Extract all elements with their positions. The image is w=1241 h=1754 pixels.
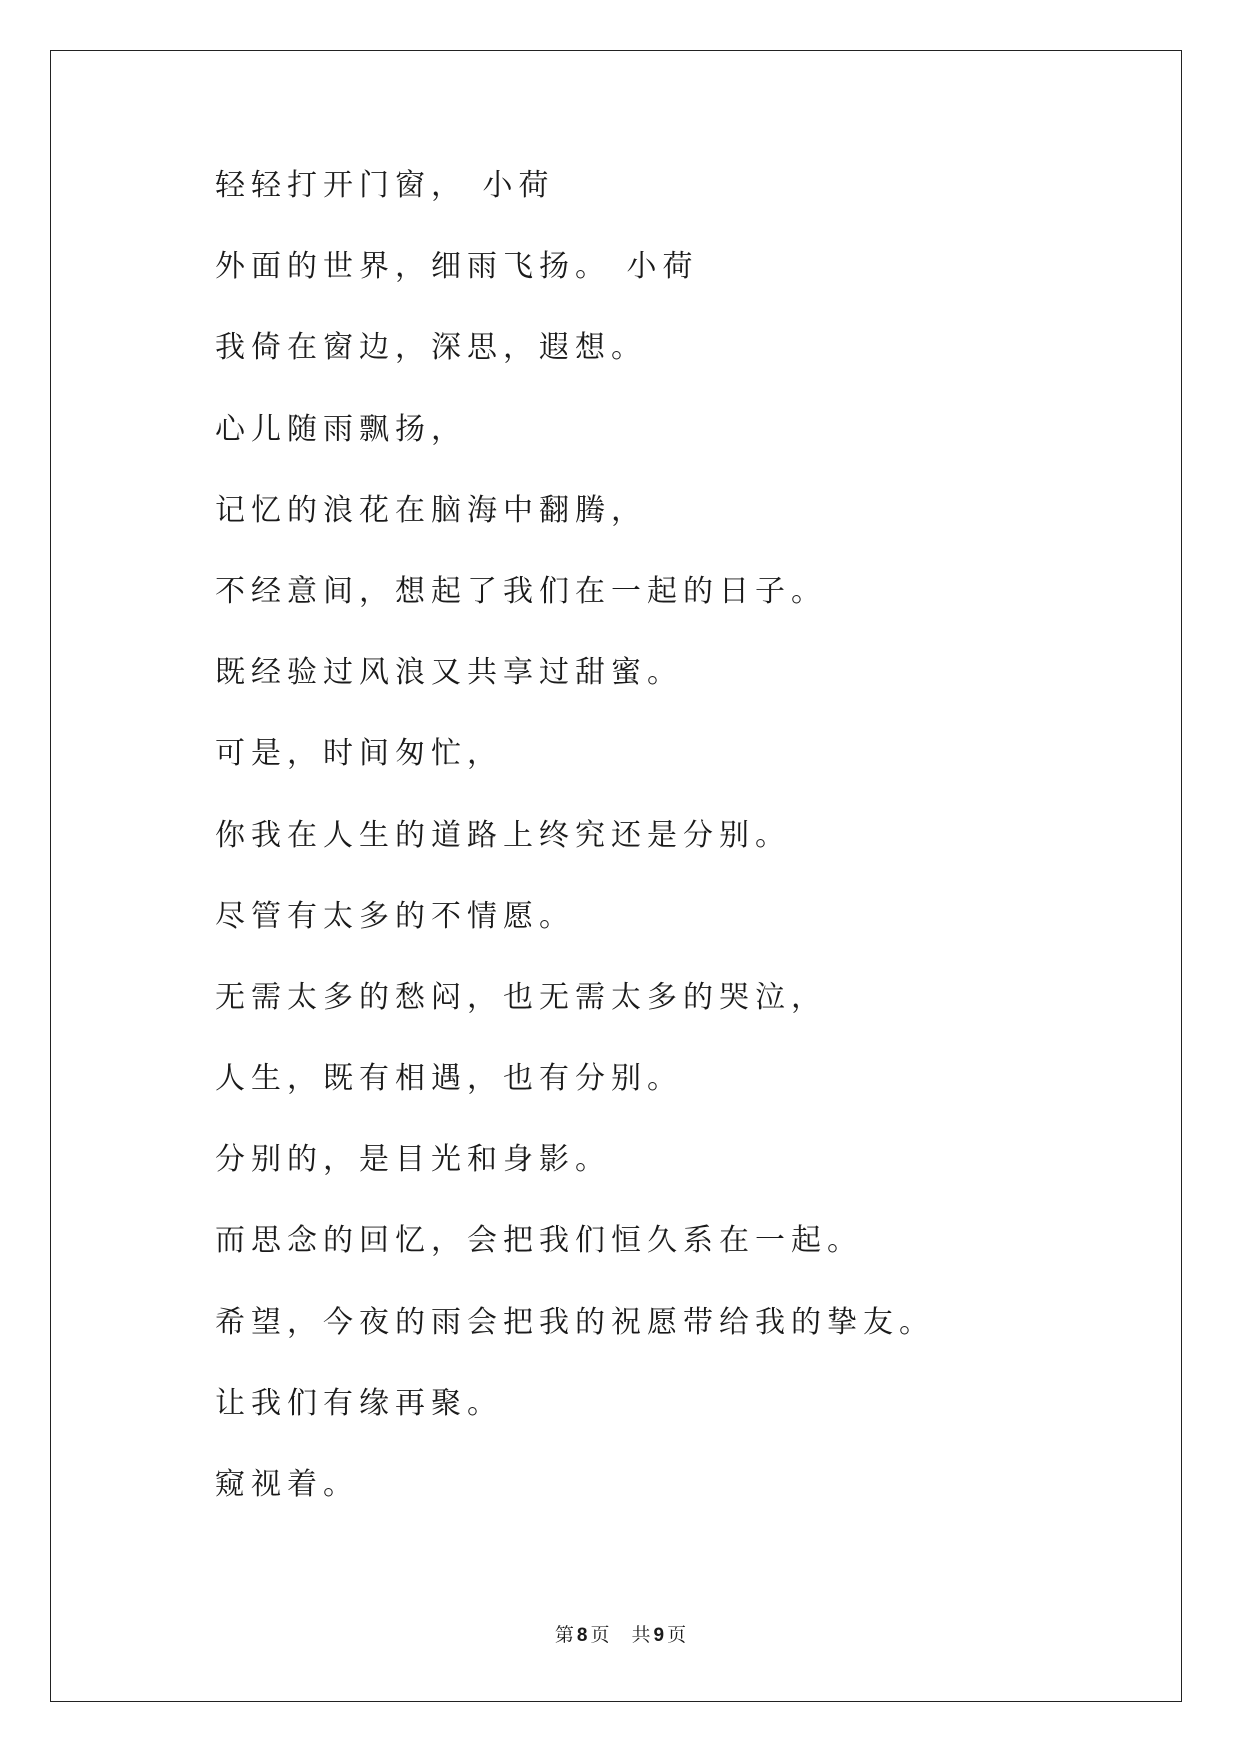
page-total-prefix: 共 <box>631 1624 651 1646</box>
poem-line: 而思念的回忆，会把我们恒久系在一起。 <box>215 1223 863 1259</box>
poem-line: 心儿随雨飘扬， <box>215 411 467 447</box>
poem-line: 分别的，是目光和身影。 <box>215 1142 611 1178</box>
page-number-current: 8 <box>576 1625 588 1646</box>
poem-line: 你我在人生的道路上终究还是分别。 <box>215 817 791 853</box>
poem-line: 不经意间，想起了我们在一起的日子。 <box>215 573 827 609</box>
poem-line: 尽管有太多的不情愿。 <box>215 898 575 934</box>
page-number-suffix: 页 <box>590 1624 610 1646</box>
poem-line: 人生，既有相遇，也有分别。 <box>215 1061 683 1097</box>
poem-line: 窥视着。 <box>215 1467 359 1502</box>
poem-line: 希望，今夜的雨会把我的祝愿带给我的挚友。 <box>215 1304 935 1340</box>
poem-line: 外面的世界，细雨飞扬。 小荷 <box>215 249 699 285</box>
poem-line: 既经验过风浪又共享过甜蜜。 <box>215 655 683 691</box>
page-number-prefix: 第 <box>554 1624 574 1646</box>
poem-line: 我倚在窗边，深思，遐想。 <box>215 330 647 366</box>
poem-line: 无需太多的愁闷，也无需太多的哭泣， <box>215 979 827 1015</box>
page-footer <box>0 1620 1241 1647</box>
poem-line: 可是，时间匆忙， <box>215 736 503 772</box>
page-total-count: 9 <box>653 1625 665 1646</box>
poem-body <box>215 168 935 1548</box>
poem-line: 轻轻打开门窗， 小荷 <box>215 168 555 203</box>
poem-line: 让我们有缘再聚。 <box>215 1385 503 1421</box>
poem-line: 记忆的浪花在脑海中翻腾， <box>215 492 647 528</box>
page-total-suffix: 页 <box>667 1624 687 1646</box>
